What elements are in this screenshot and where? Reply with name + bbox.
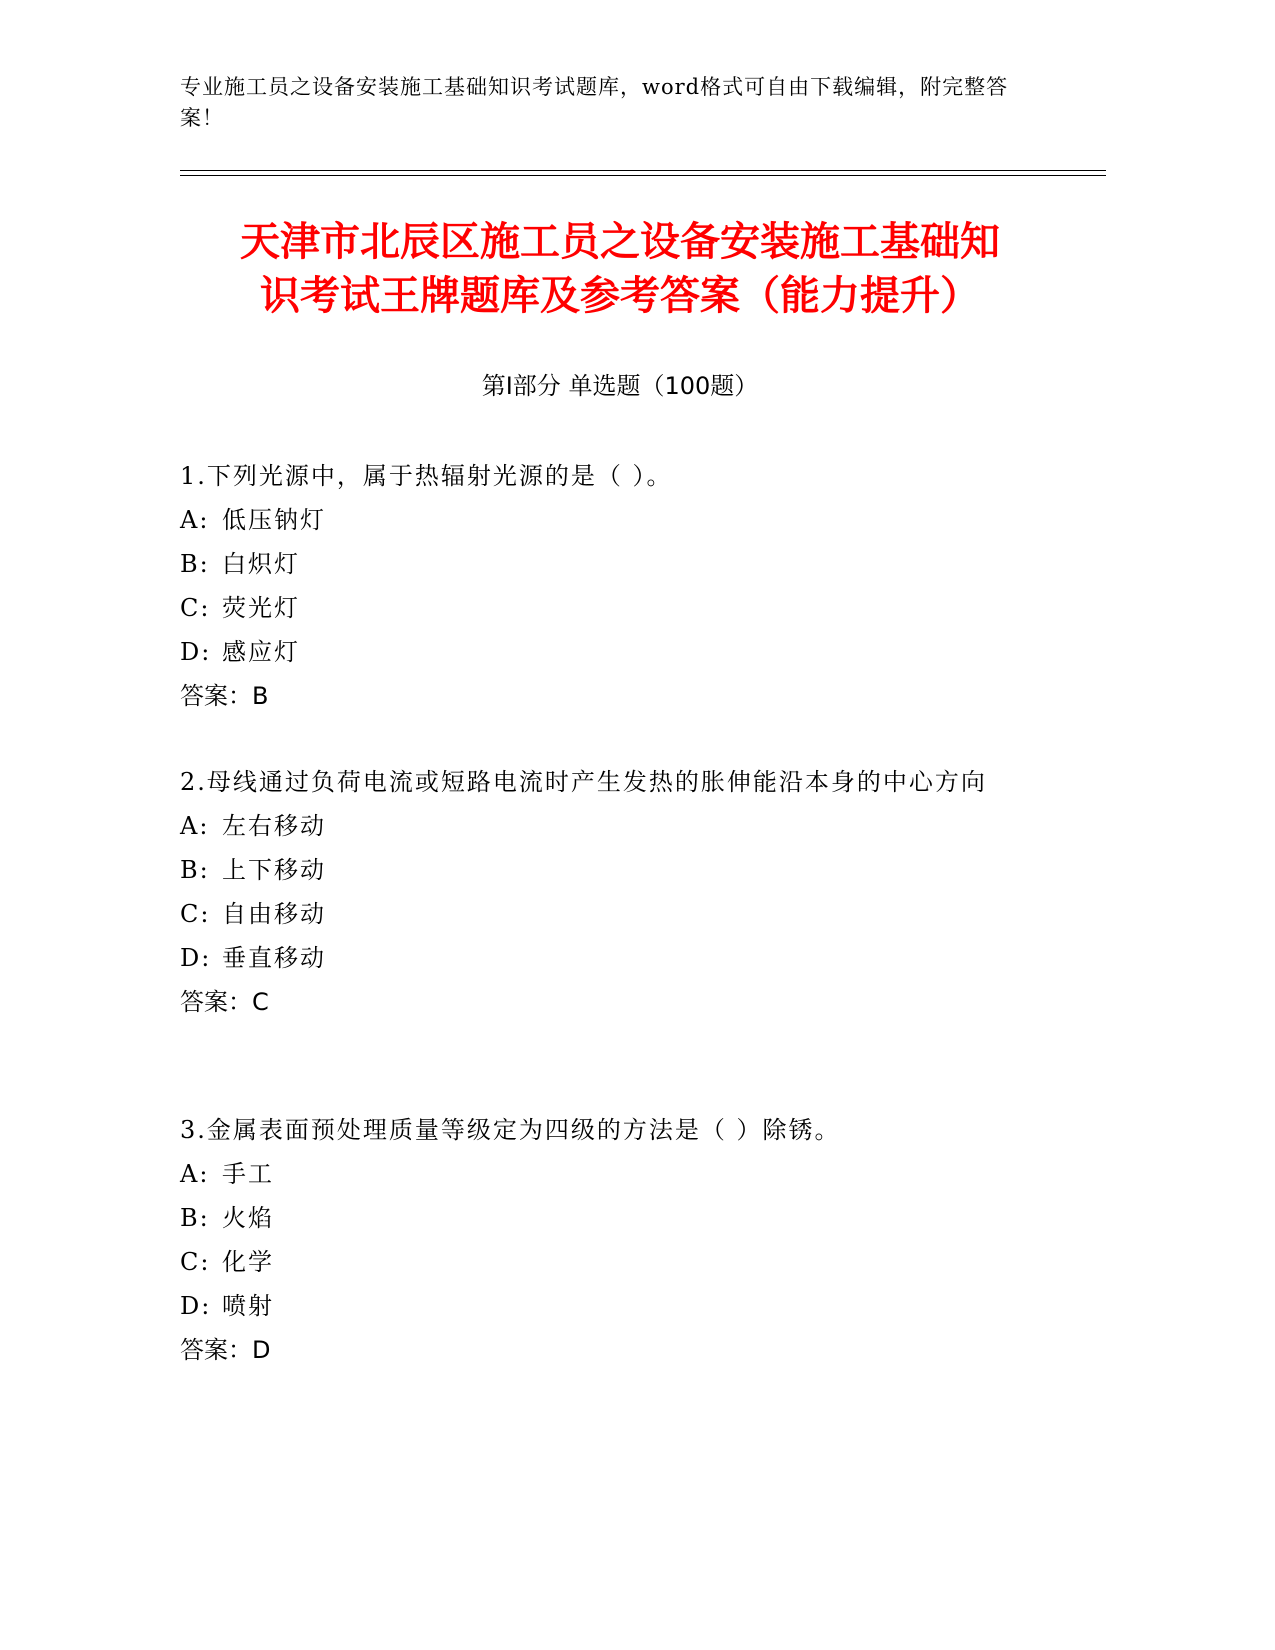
option-text: 化学 — [222, 1248, 274, 1276]
question-1 — [180, 454, 1040, 718]
option-key: A: — [180, 812, 210, 840]
option-d — [180, 630, 1040, 674]
header-note: 专业施工员之设备安装施工基础知识考试题库，word格式可自由下载编辑，附完整答案！ — [180, 75, 1009, 130]
option-text: 左右移动 — [222, 812, 326, 840]
option-a — [180, 1152, 1040, 1196]
option-d — [180, 1284, 1040, 1328]
option-text: 感应灯 — [222, 638, 300, 666]
question-2 — [180, 760, 1040, 1024]
option-text: 白炽灯 — [222, 550, 300, 578]
option-key: B: — [180, 856, 210, 884]
option-text: 手工 — [222, 1160, 274, 1188]
option-b — [180, 848, 1040, 892]
option-text: 上下移动 — [222, 856, 326, 884]
option-key: C: — [180, 594, 211, 622]
question-3 — [180, 1108, 1040, 1372]
question-stem: 3.金属表面预处理质量等级定为四级的方法是（ ）除锈。 — [180, 1116, 841, 1144]
option-key: D: — [180, 1292, 212, 1320]
option-text: 垂直移动 — [222, 944, 326, 972]
question-stem: 1.下列光源中，属于热辐射光源的是（ ）。 — [180, 462, 673, 490]
header-divider-bottom — [180, 175, 1106, 176]
answer-line: 答案：B — [180, 682, 269, 710]
option-key: A: — [180, 506, 210, 534]
option-a — [180, 498, 1040, 542]
header-divider-top — [180, 170, 1106, 171]
option-text: 火焰 — [222, 1204, 274, 1232]
option-text: 低压钠灯 — [222, 506, 326, 534]
option-key: B: — [180, 550, 210, 578]
document-title-line-2: 识考试王牌题库及参考答案（能力提升） — [260, 273, 980, 319]
option-text: 喷射 — [222, 1292, 274, 1320]
option-c — [180, 586, 1040, 630]
document-title-line-1: 天津市北辰区施工员之设备安装施工基础知 — [240, 219, 1000, 265]
option-text: 荧光灯 — [222, 594, 300, 622]
option-key: C: — [180, 900, 211, 928]
option-c — [180, 892, 1040, 936]
option-key: B: — [180, 1204, 210, 1232]
answer-line: 答案：D — [180, 1336, 271, 1364]
option-d — [180, 936, 1040, 980]
question-stem: 2.母线通过负荷电流或短路电流时产生发热的胀伸能沿本身的中心方向 — [180, 768, 987, 796]
option-b — [180, 1196, 1040, 1240]
option-text: 自由移动 — [222, 900, 326, 928]
section-heading: 第Ⅰ部分 单选题（100题） — [481, 372, 759, 400]
answer-line: 答案：C — [180, 988, 269, 1016]
option-b — [180, 542, 1040, 586]
option-key: D: — [180, 638, 212, 666]
option-key: D: — [180, 944, 212, 972]
option-a — [180, 804, 1040, 848]
option-key: A: — [180, 1160, 210, 1188]
option-c — [180, 1240, 1040, 1284]
document-title — [180, 215, 1060, 323]
option-key: C: — [180, 1248, 211, 1276]
